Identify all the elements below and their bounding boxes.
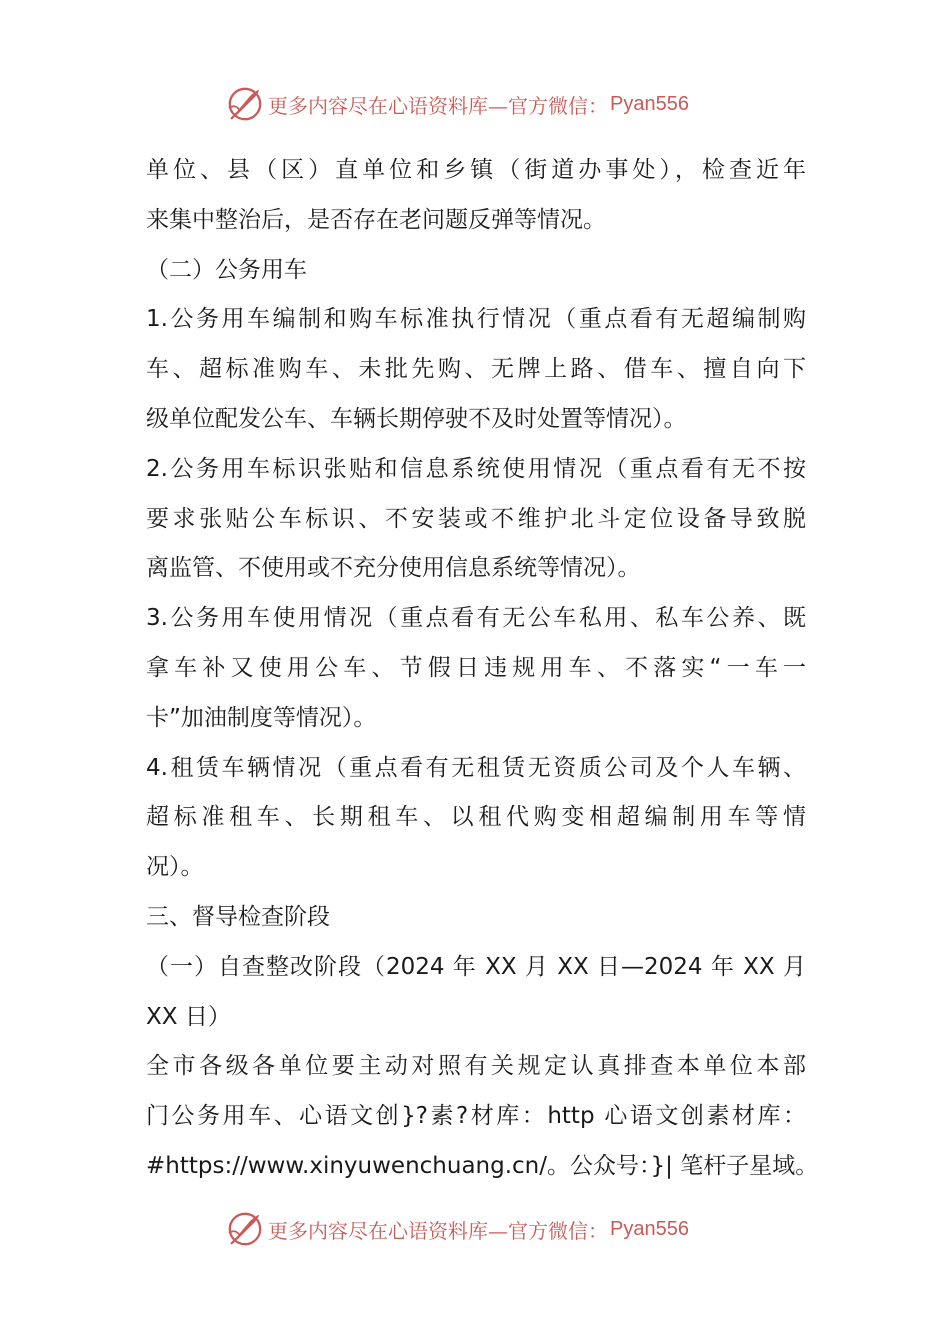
body-line: 级单位配发公车、车辆长期停驶不及时处置等情况）。	[146, 405, 687, 432]
body-line: XX 日）	[146, 1003, 231, 1030]
section-heading: 三、督导检查阶段	[146, 903, 330, 930]
body-line: 况）。	[146, 854, 204, 881]
quill-pen-logo-icon	[226, 85, 264, 123]
section-heading: （二）公务用车	[146, 256, 307, 283]
body-line: 超标准租车、长期租车、以租代购变相超编制用车等情	[146, 804, 806, 831]
body-line: 4.租赁车辆情况（重点看有无租赁无资质公司及个人车辆、	[146, 754, 806, 781]
body-line: 门公务用车、心语文创}?素?材库：http 心语文创素材库：	[146, 1103, 806, 1130]
body-line: 1.公务用车编制和购车标准执行情况（重点看有无超编制购	[146, 306, 806, 333]
header-banner-text: 更多内容尽在心语资料库—官方微信：	[268, 93, 608, 118]
body-line: 车、超标准购车、未批先购、无牌上路、借车、擅自向下	[146, 356, 806, 383]
section-heading: （一）自查整改阶段（2024 年 XX 月 XX 日—2024 年 XX 月	[146, 953, 806, 980]
body-line: 来集中整治后，是否存在老问题反弹等情况。	[146, 206, 606, 233]
document-body	[146, 146, 819, 1192]
footer-banner-text: 更多内容尽在心语资料库—官方微信：	[268, 1218, 608, 1243]
body-line: 要求张贴公车标识、不安装或不维护北斗定位设备导致脱	[146, 505, 806, 532]
body-line: 拿车补又使用公车、节假日违规用车、不落实“一车一	[146, 654, 806, 681]
footer-banner	[226, 1209, 689, 1249]
header-wechat-id: Pyan556	[610, 92, 689, 115]
body-line: 卡”加油制度等情况）。	[146, 704, 377, 731]
body-line: #https://www.xinyuwenchuang.cn/。公众号：}| 笔杆子星域。	[146, 1152, 819, 1179]
header-banner	[226, 84, 689, 124]
body-line: 离监管、不使用或不充分使用信息系统等情况）。	[146, 555, 641, 582]
body-line: 全市各级各单位要主动对照有关规定认真排查本单位本部	[146, 1053, 806, 1080]
quill-pen-logo-icon	[226, 1210, 264, 1248]
footer-wechat-id: Pyan556	[610, 1217, 689, 1240]
body-line: 3.公务用车使用情况（重点看有无公车私用、私车公养、既	[146, 605, 806, 632]
body-line: 单位、县（区）直单位和乡镇（街道办事处），检查近年	[146, 157, 806, 183]
body-line: 2.公务用车标识张贴和信息系统使用情况（重点看有无不按	[146, 455, 806, 482]
